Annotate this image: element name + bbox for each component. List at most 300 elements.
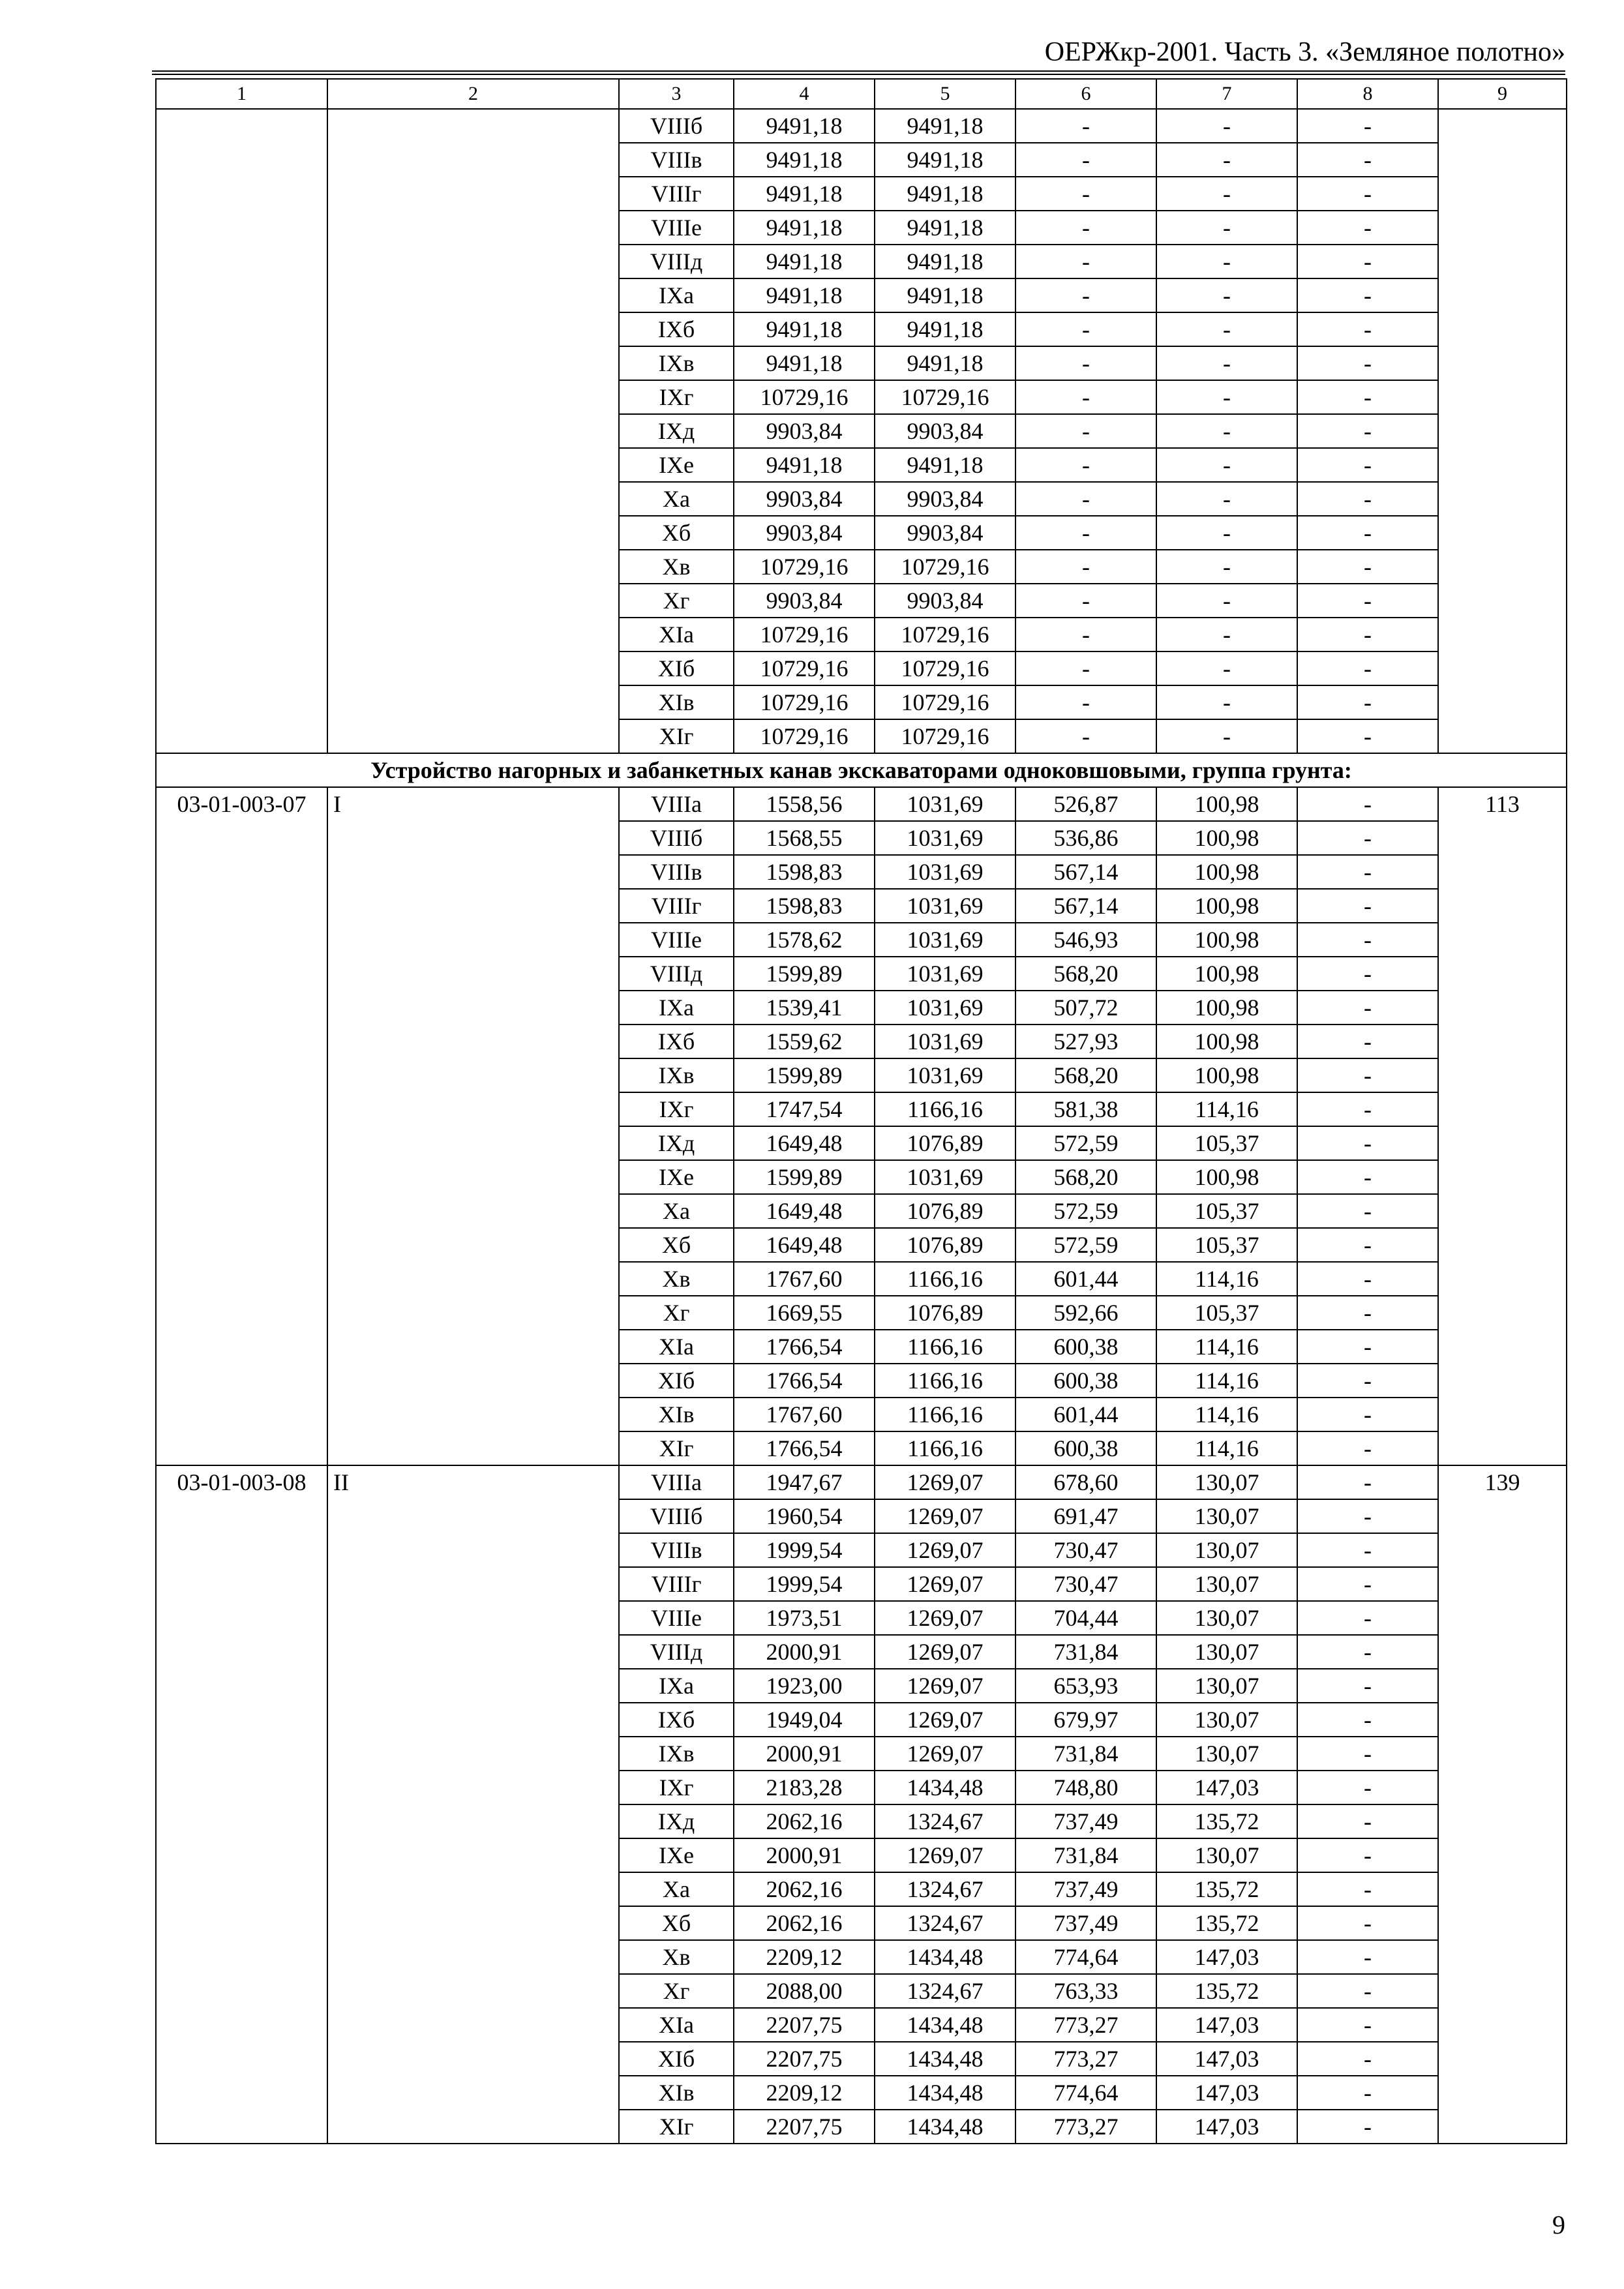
subgroup-cell: XIа <box>619 2008 734 2042</box>
subgroup-cell: IXб <box>619 312 734 346</box>
machine-cost-cell: 592,66 <box>1015 1296 1156 1330</box>
machine-cost-cell: - <box>1015 211 1156 245</box>
machine-cost-cell: - <box>1015 278 1156 312</box>
machinist-wages-cell: 147,03 <box>1156 1940 1297 1974</box>
machine-cost-cell: - <box>1015 618 1156 651</box>
materials-cell: - <box>1297 550 1438 584</box>
materials-cell: - <box>1297 1228 1438 1262</box>
wages-cell: 1269,07 <box>875 1601 1015 1635</box>
machine-cost-cell: 572,59 <box>1015 1194 1156 1228</box>
machine-cost-cell: 653,93 <box>1015 1669 1156 1703</box>
total-cost-cell: 2062,16 <box>734 1872 875 1906</box>
machinist-wages-cell: 100,98 <box>1156 957 1297 991</box>
soil-group-cell <box>327 109 619 753</box>
subgroup-cell: IXа <box>619 1669 734 1703</box>
machinist-wages-cell: 130,07 <box>1156 1465 1297 1499</box>
total-cost-cell: 1949,04 <box>734 1703 875 1737</box>
wages-cell: 1269,07 <box>875 1669 1015 1703</box>
total-cost-cell: 2183,28 <box>734 1771 875 1804</box>
total-cost-cell: 2062,16 <box>734 1906 875 1940</box>
subgroup-cell: Xг <box>619 584 734 618</box>
machine-cost-cell: - <box>1015 177 1156 211</box>
table-body <box>156 79 1567 2144</box>
materials-cell: - <box>1297 448 1438 482</box>
machine-cost-cell: 601,44 <box>1015 1262 1156 1296</box>
subgroup-cell: XIб <box>619 2042 734 2076</box>
total-cost-cell: 1766,54 <box>734 1364 875 1398</box>
machine-cost-cell: 507,72 <box>1015 991 1156 1025</box>
wages-cell: 1269,07 <box>875 1465 1015 1499</box>
machine-cost-cell: 572,59 <box>1015 1228 1156 1262</box>
column-number-3: 3 <box>619 79 734 109</box>
subgroup-cell: IXг <box>619 1092 734 1126</box>
machine-cost-cell: - <box>1015 143 1156 177</box>
wages-cell: 1031,69 <box>875 889 1015 923</box>
column-number-row <box>156 79 1567 109</box>
subgroup-cell: Xб <box>619 516 734 550</box>
materials-cell: - <box>1297 1262 1438 1296</box>
subgroup-cell: IXе <box>619 1838 734 1872</box>
machinist-wages-cell: 130,07 <box>1156 1601 1297 1635</box>
wages-cell: 9903,84 <box>875 414 1015 448</box>
wages-cell: 10729,16 <box>875 550 1015 584</box>
machine-cost-cell: 773,27 <box>1015 2110 1156 2144</box>
machinist-wages-cell: 135,72 <box>1156 1804 1297 1838</box>
machine-cost-cell: - <box>1015 584 1156 618</box>
total-cost-cell: 1598,83 <box>734 889 875 923</box>
machine-cost-cell: 601,44 <box>1015 1398 1156 1431</box>
materials-cell: - <box>1297 855 1438 889</box>
subgroup-cell: Xв <box>619 1940 734 1974</box>
machine-cost-cell: 536,86 <box>1015 821 1156 855</box>
machine-cost-cell: - <box>1015 448 1156 482</box>
materials-cell: - <box>1297 245 1438 278</box>
materials-cell: - <box>1297 1974 1438 2008</box>
column-number-2: 2 <box>327 79 619 109</box>
subgroup-cell: VIIIб <box>619 109 734 143</box>
wages-cell: 1076,89 <box>875 1296 1015 1330</box>
wages-cell: 1031,69 <box>875 821 1015 855</box>
materials-cell: - <box>1297 1160 1438 1194</box>
wages-cell: 1434,48 <box>875 2110 1015 2144</box>
wages-cell: 1076,89 <box>875 1194 1015 1228</box>
subgroup-cell: IXв <box>619 1737 734 1771</box>
machinist-wages-cell: 100,98 <box>1156 1025 1297 1058</box>
wages-cell: 9491,18 <box>875 109 1015 143</box>
materials-cell: - <box>1297 278 1438 312</box>
total-cost-cell: 1599,89 <box>734 957 875 991</box>
wages-cell: 1031,69 <box>875 855 1015 889</box>
subgroup-cell: IXг <box>619 380 734 414</box>
wages-cell: 1434,48 <box>875 2042 1015 2076</box>
total-cost-cell: 2207,75 <box>734 2042 875 2076</box>
machine-cost-cell: 737,49 <box>1015 1906 1156 1940</box>
machinist-wages-cell: 105,37 <box>1156 1126 1297 1160</box>
total-cost-cell: 1923,00 <box>734 1669 875 1703</box>
wages-cell: 1269,07 <box>875 1838 1015 1872</box>
total-cost-cell: 1649,48 <box>734 1228 875 1262</box>
machine-cost-cell: 572,59 <box>1015 1126 1156 1160</box>
subgroup-cell: IXе <box>619 1160 734 1194</box>
subgroup-cell: IXв <box>619 1058 734 1092</box>
subgroup-cell: VIIIб <box>619 1499 734 1533</box>
machine-cost-cell: 600,38 <box>1015 1330 1156 1364</box>
machinist-wages-cell: - <box>1156 719 1297 753</box>
subgroup-cell: Xа <box>619 482 734 516</box>
subgroup-cell: XIв <box>619 2076 734 2110</box>
materials-cell: - <box>1297 1058 1438 1092</box>
total-cost-cell: 9903,84 <box>734 414 875 448</box>
machine-cost-cell: 691,47 <box>1015 1499 1156 1533</box>
materials-cell: - <box>1297 1737 1438 1771</box>
subgroup-cell: XIв <box>619 1398 734 1431</box>
wages-cell: 1434,48 <box>875 1940 1015 1974</box>
machinist-wages-cell: - <box>1156 109 1297 143</box>
rates-table <box>155 78 1567 2144</box>
machinist-wages-cell: 130,07 <box>1156 1567 1297 1601</box>
machinist-wages-cell: 147,03 <box>1156 2042 1297 2076</box>
machinist-wages-cell: - <box>1156 312 1297 346</box>
materials-cell: - <box>1297 1838 1438 1872</box>
machinist-wages-cell: - <box>1156 448 1297 482</box>
soil-group-cell: I <box>327 787 619 1465</box>
materials-cell: - <box>1297 346 1438 380</box>
table-row <box>156 1465 1567 1499</box>
subgroup-cell: Xа <box>619 1872 734 1906</box>
materials-cell: - <box>1297 177 1438 211</box>
subgroup-cell: VIIIд <box>619 1635 734 1669</box>
subgroup-cell: XIг <box>619 719 734 753</box>
materials-cell: - <box>1297 1567 1438 1601</box>
wages-cell: 1434,48 <box>875 2076 1015 2110</box>
machinist-wages-cell: 100,98 <box>1156 787 1297 821</box>
total-cost-cell: 10729,16 <box>734 719 875 753</box>
machinist-wages-cell: 147,03 <box>1156 2110 1297 2144</box>
subgroup-cell: IXг <box>619 1771 734 1804</box>
wages-cell: 1269,07 <box>875 1737 1015 1771</box>
machinist-wages-cell: 100,98 <box>1156 923 1297 957</box>
subgroup-cell: Xв <box>619 550 734 584</box>
total-cost-cell: 2209,12 <box>734 1940 875 1974</box>
materials-cell: - <box>1297 1771 1438 1804</box>
machine-cost-cell: 774,64 <box>1015 2076 1156 2110</box>
table-row <box>156 787 1567 821</box>
materials-cell: - <box>1297 1601 1438 1635</box>
total-cost-cell: 1947,67 <box>734 1465 875 1499</box>
total-cost-cell: 10729,16 <box>734 380 875 414</box>
materials-cell: - <box>1297 516 1438 550</box>
subgroup-cell: Xг <box>619 1296 734 1330</box>
machine-cost-cell: 731,84 <box>1015 1635 1156 1669</box>
subgroup-cell: VIIIг <box>619 177 734 211</box>
subgroup-cell: VIIIа <box>619 787 734 821</box>
total-cost-cell: 1578,62 <box>734 923 875 957</box>
materials-cell: - <box>1297 618 1438 651</box>
total-cost-cell: 2088,00 <box>734 1974 875 2008</box>
total-cost-cell: 1669,55 <box>734 1296 875 1330</box>
subgroup-cell: VIIIд <box>619 957 734 991</box>
machinist-wages-cell: 100,98 <box>1156 855 1297 889</box>
column9-cell <box>1438 109 1567 753</box>
total-cost-cell: 1973,51 <box>734 1601 875 1635</box>
machine-cost-cell: 526,87 <box>1015 787 1156 821</box>
machine-cost-cell: - <box>1015 685 1156 719</box>
materials-cell: - <box>1297 143 1438 177</box>
wages-cell: 1269,07 <box>875 1567 1015 1601</box>
wages-cell: 9491,18 <box>875 278 1015 312</box>
materials-cell: - <box>1297 821 1438 855</box>
machinist-wages-cell: - <box>1156 685 1297 719</box>
subgroup-cell: VIIIа <box>619 1465 734 1499</box>
total-cost-cell: 2209,12 <box>734 2076 875 2110</box>
subgroup-cell: Xб <box>619 1228 734 1262</box>
machine-cost-cell: 730,47 <box>1015 1533 1156 1567</box>
wages-cell: 9903,84 <box>875 584 1015 618</box>
total-cost-cell: 1599,89 <box>734 1160 875 1194</box>
materials-cell: - <box>1297 1635 1438 1669</box>
code-cell: 03-01-003-07 <box>156 787 327 1465</box>
machinist-wages-cell: - <box>1156 414 1297 448</box>
subgroup-cell: IXа <box>619 991 734 1025</box>
total-cost-cell: 9491,18 <box>734 211 875 245</box>
materials-cell: - <box>1297 2110 1438 2144</box>
machinist-wages-cell: 130,07 <box>1156 1669 1297 1703</box>
machine-cost-cell: - <box>1015 346 1156 380</box>
section-title-row <box>156 753 1567 787</box>
total-cost-cell: 9491,18 <box>734 346 875 380</box>
machine-cost-cell: 679,97 <box>1015 1703 1156 1737</box>
column-number-8: 8 <box>1297 79 1438 109</box>
subgroup-cell: VIIIв <box>619 855 734 889</box>
subgroup-cell: IXб <box>619 1025 734 1058</box>
materials-cell: - <box>1297 584 1438 618</box>
page-header <box>152 34 1565 75</box>
subgroup-cell: XIа <box>619 618 734 651</box>
wages-cell: 1269,07 <box>875 1635 1015 1669</box>
materials-cell: - <box>1297 312 1438 346</box>
wages-cell: 1166,16 <box>875 1262 1015 1296</box>
total-cost-cell: 1568,55 <box>734 821 875 855</box>
materials-cell: - <box>1297 889 1438 923</box>
machinist-wages-cell: 114,16 <box>1156 1330 1297 1364</box>
section-title: Устройство нагорных и забанкетных канав экскаваторами одноковшовыми, группа грунта: <box>156 753 1567 787</box>
machinist-wages-cell: 100,98 <box>1156 889 1297 923</box>
document-title: ОЕРЖкр-2001. Часть 3. «Земляное полотно» <box>1044 37 1565 67</box>
total-cost-cell: 9491,18 <box>734 278 875 312</box>
total-cost-cell: 2207,75 <box>734 2110 875 2144</box>
wages-cell: 1434,48 <box>875 2008 1015 2042</box>
machinist-wages-cell: 130,07 <box>1156 1838 1297 1872</box>
wages-cell: 10729,16 <box>875 618 1015 651</box>
subgroup-cell: XIв <box>619 685 734 719</box>
machine-cost-cell: 773,27 <box>1015 2008 1156 2042</box>
subgroup-cell: Xа <box>619 1194 734 1228</box>
machinist-wages-cell: - <box>1156 380 1297 414</box>
machine-cost-cell: 600,38 <box>1015 1364 1156 1398</box>
total-cost-cell: 2000,91 <box>734 1838 875 1872</box>
code-cell: 03-01-003-08 <box>156 1465 327 2144</box>
wages-cell: 9491,18 <box>875 143 1015 177</box>
machine-cost-cell: 748,80 <box>1015 1771 1156 1804</box>
materials-cell: - <box>1297 1025 1438 1058</box>
materials-cell: - <box>1297 414 1438 448</box>
materials-cell: - <box>1297 991 1438 1025</box>
total-cost-cell: 9491,18 <box>734 143 875 177</box>
machine-cost-cell: 568,20 <box>1015 1160 1156 1194</box>
subgroup-cell: XIг <box>619 2110 734 2144</box>
wages-cell: 9491,18 <box>875 177 1015 211</box>
machine-cost-cell: 581,38 <box>1015 1092 1156 1126</box>
wages-cell: 1166,16 <box>875 1431 1015 1465</box>
subgroup-cell: XIа <box>619 1330 734 1364</box>
total-cost-cell: 1766,54 <box>734 1330 875 1364</box>
total-cost-cell: 9491,18 <box>734 448 875 482</box>
materials-cell: - <box>1297 2008 1438 2042</box>
machine-cost-cell: 568,20 <box>1015 1058 1156 1092</box>
total-cost-cell: 9491,18 <box>734 245 875 278</box>
machinist-wages-cell: 135,72 <box>1156 1872 1297 1906</box>
materials-cell: - <box>1297 651 1438 685</box>
total-cost-cell: 2000,91 <box>734 1635 875 1669</box>
machine-cost-cell: 730,47 <box>1015 1567 1156 1601</box>
wages-cell: 10729,16 <box>875 685 1015 719</box>
column9-cell: 139 <box>1438 1465 1567 2144</box>
wages-cell: 1434,48 <box>875 1771 1015 1804</box>
machinist-wages-cell: - <box>1156 550 1297 584</box>
materials-cell: - <box>1297 1465 1438 1499</box>
subgroup-cell: VIIIг <box>619 1567 734 1601</box>
materials-cell: - <box>1297 1940 1438 1974</box>
subgroup-cell: VIIIе <box>619 1601 734 1635</box>
machine-cost-cell: 678,60 <box>1015 1465 1156 1499</box>
machinist-wages-cell: 100,98 <box>1156 821 1297 855</box>
machinist-wages-cell: 100,98 <box>1156 1160 1297 1194</box>
machinist-wages-cell: - <box>1156 618 1297 651</box>
wages-cell: 1324,67 <box>875 1974 1015 2008</box>
materials-cell: - <box>1297 1330 1438 1364</box>
machinist-wages-cell: 105,37 <box>1156 1228 1297 1262</box>
materials-cell: - <box>1297 1703 1438 1737</box>
materials-cell: - <box>1297 1804 1438 1838</box>
machinist-wages-cell: 100,98 <box>1156 1058 1297 1092</box>
machine-cost-cell: 546,93 <box>1015 923 1156 957</box>
subgroup-cell: IXа <box>619 278 734 312</box>
code-cell <box>156 109 327 753</box>
machinist-wages-cell: 114,16 <box>1156 1364 1297 1398</box>
wages-cell: 1031,69 <box>875 957 1015 991</box>
total-cost-cell: 1599,89 <box>734 1058 875 1092</box>
machinist-wages-cell: - <box>1156 346 1297 380</box>
machinist-wages-cell: 135,72 <box>1156 1974 1297 2008</box>
total-cost-cell: 1649,48 <box>734 1194 875 1228</box>
soil-group-cell: II <box>327 1465 619 2144</box>
wages-cell: 1166,16 <box>875 1364 1015 1398</box>
subgroup-cell: VIIIе <box>619 211 734 245</box>
total-cost-cell: 1539,41 <box>734 991 875 1025</box>
wages-cell: 10729,16 <box>875 380 1015 414</box>
total-cost-cell: 2000,91 <box>734 1737 875 1771</box>
total-cost-cell: 1999,54 <box>734 1533 875 1567</box>
wages-cell: 10729,16 <box>875 651 1015 685</box>
machinist-wages-cell: 130,07 <box>1156 1703 1297 1737</box>
machine-cost-cell: - <box>1015 414 1156 448</box>
wages-cell: 1324,67 <box>875 1872 1015 1906</box>
materials-cell: - <box>1297 1533 1438 1567</box>
wages-cell: 1031,69 <box>875 787 1015 821</box>
total-cost-cell: 10729,16 <box>734 550 875 584</box>
total-cost-cell: 1559,62 <box>734 1025 875 1058</box>
total-cost-cell: 10729,16 <box>734 685 875 719</box>
column-number-4: 4 <box>734 79 875 109</box>
subgroup-cell: VIIIв <box>619 143 734 177</box>
machinist-wages-cell: 114,16 <box>1156 1398 1297 1431</box>
machinist-wages-cell: - <box>1156 211 1297 245</box>
materials-cell: - <box>1297 1092 1438 1126</box>
machine-cost-cell: - <box>1015 312 1156 346</box>
wages-cell: 10729,16 <box>875 719 1015 753</box>
column-number-9: 9 <box>1438 79 1567 109</box>
wages-cell: 1031,69 <box>875 991 1015 1025</box>
total-cost-cell: 1558,56 <box>734 787 875 821</box>
machine-cost-cell: 567,14 <box>1015 889 1156 923</box>
subgroup-cell: IXб <box>619 1703 734 1737</box>
machine-cost-cell: 704,44 <box>1015 1601 1156 1635</box>
machine-cost-cell: - <box>1015 516 1156 550</box>
subgroup-cell: XIб <box>619 651 734 685</box>
materials-cell: - <box>1297 957 1438 991</box>
subgroup-cell: IXд <box>619 1126 734 1160</box>
machine-cost-cell: 763,33 <box>1015 1974 1156 2008</box>
total-cost-cell: 9491,18 <box>734 312 875 346</box>
wages-cell: 1269,07 <box>875 1533 1015 1567</box>
total-cost-cell: 1766,54 <box>734 1431 875 1465</box>
machine-cost-cell: 737,49 <box>1015 1804 1156 1838</box>
machinist-wages-cell: 130,07 <box>1156 1635 1297 1669</box>
machine-cost-cell: - <box>1015 719 1156 753</box>
materials-cell: - <box>1297 787 1438 821</box>
machine-cost-cell: 731,84 <box>1015 1838 1156 1872</box>
machine-cost-cell: 600,38 <box>1015 1431 1156 1465</box>
machine-cost-cell: 567,14 <box>1015 855 1156 889</box>
total-cost-cell: 1767,60 <box>734 1398 875 1431</box>
column9-cell: 113 <box>1438 787 1567 1465</box>
materials-cell: - <box>1297 1398 1438 1431</box>
machinist-wages-cell: 130,07 <box>1156 1533 1297 1567</box>
machine-cost-cell: - <box>1015 651 1156 685</box>
machine-cost-cell: 774,64 <box>1015 1940 1156 1974</box>
total-cost-cell: 1767,60 <box>734 1262 875 1296</box>
machine-cost-cell: 731,84 <box>1015 1737 1156 1771</box>
machinist-wages-cell: - <box>1156 177 1297 211</box>
materials-cell: - <box>1297 685 1438 719</box>
wages-cell: 9491,18 <box>875 448 1015 482</box>
materials-cell: - <box>1297 2042 1438 2076</box>
materials-cell: - <box>1297 1431 1438 1465</box>
subgroup-cell: IXд <box>619 1804 734 1838</box>
machinist-wages-cell: 147,03 <box>1156 2076 1297 2110</box>
wages-cell: 1031,69 <box>875 1058 1015 1092</box>
wages-cell: 9491,18 <box>875 312 1015 346</box>
total-cost-cell: 9903,84 <box>734 516 875 550</box>
subgroup-cell: VIIIб <box>619 821 734 855</box>
machinist-wages-cell: - <box>1156 143 1297 177</box>
wages-cell: 1031,69 <box>875 1025 1015 1058</box>
total-cost-cell: 2207,75 <box>734 2008 875 2042</box>
materials-cell: - <box>1297 1872 1438 1906</box>
machine-cost-cell: - <box>1015 109 1156 143</box>
wages-cell: 1076,89 <box>875 1126 1015 1160</box>
total-cost-cell: 1999,54 <box>734 1567 875 1601</box>
